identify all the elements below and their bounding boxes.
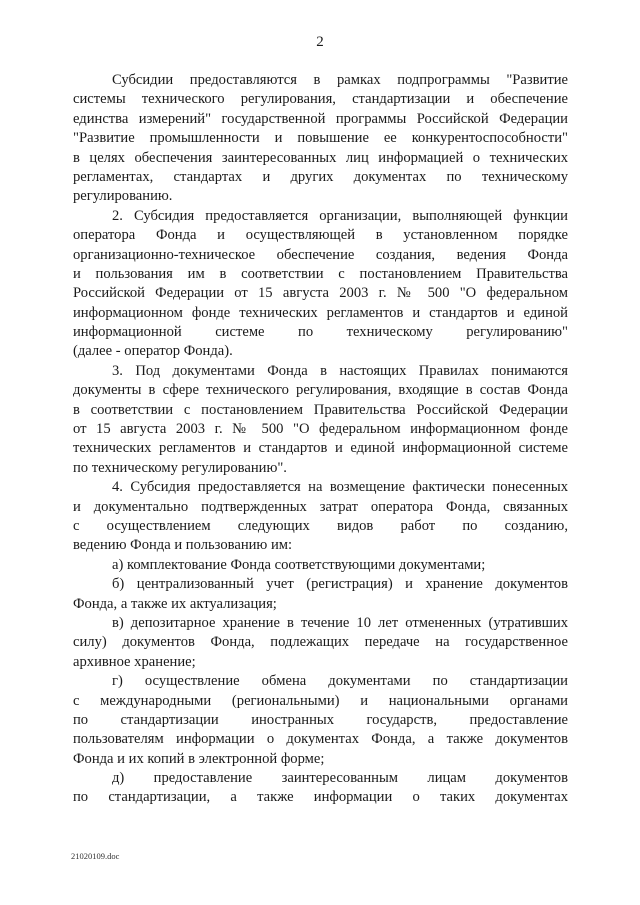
text-line: г) осуществление обмена документами по стандартизации [112,673,568,690]
file-name-footer: 21020109.doc [71,851,120,861]
text-line: единства измерений" государственной программы Российской Федерации [73,110,568,127]
text-line: в целях обеспечения заинтересованных лиц информацией о технических [73,149,568,166]
text-line: 3. Под документами Фонда в настоящих Правилах понимаются [112,362,568,379]
text-line: в) депозитарное хранение в течение 10 лет отмененных (утративших [112,614,568,631]
text-line: ведению Фонда и пользованию им: [73,537,293,554]
text-line: от 15 августа 2003 г. № 500 "О федеральном информационном фонде [73,421,568,438]
text-line: пользователям информации о документах Фонда, а также документов [73,731,568,748]
text-line: по стандартизации иностранных государств, предоставление [73,711,568,728]
text-line: по техническому регулированию". [73,459,287,476]
text-line: Фонда, а также их актуализация; [73,595,277,612]
text-line: Российской Федерации от 15 августа 2003 г. № 500 "О федеральном [73,285,568,302]
text-line: системы технического регулирования, стандартизации и обеспечение [73,91,568,108]
text-line: информационном фонде технических регламентов и стандартов и единой [73,304,568,321]
text-line: и пользования им в соответствии с постановлением Правительства [73,265,568,282]
text-line: регламентах, стандартах и других документах по техническому [73,168,568,185]
text-line: регулированию. [73,188,173,205]
text-line: с осуществлением следующих видов работ по созданию, [73,517,568,534]
text-line: с международными (региональными) и национальными органами [73,692,568,709]
text-line: документы в сфере технического регулирования, входящие в состав Фонда [73,382,568,399]
document-body [73,71,568,808]
text-line: организационно-техническое обеспечение создания, ведения Фонда [73,246,568,263]
text-line: 4. Субсидия предоставляется на возмещение фактически понесенных [112,479,568,496]
text-line: "Развитие промышленности и повышение ее конкурентоспособности" [73,130,568,147]
text-line: (далее - оператор Фонда). [73,343,233,360]
text-line: технических регламентов и стандартов и единой информационной системе [73,440,568,457]
page-number: 2 [316,34,324,50]
text-line: 2. Субсидия предоставляется организации, выполняющей функции [112,207,568,224]
text-line: Фонда и их копий в электронной форме; [73,750,325,767]
text-line: б) централизованный учет (регистрация) и хранение документов [112,576,568,593]
text-line: и документально подтвержденных затрат оператора Фонда, связанных [73,498,568,515]
text-line: информационной системе по техническому регулированию" [73,324,568,341]
text-line: силу) документов Фонда, подлежащих передаче на государственное [73,634,568,651]
text-line: д) предоставление заинтересованным лицам документов [112,770,568,787]
text-line: в соответствии с постановлением Правительства Российской Федерации [73,401,568,418]
text-line: а) комплектование Фонда соответствующими документами; [112,556,486,573]
text-line: оператора Фонда и осуществляющей в установленном порядке [73,227,568,244]
text-line: по стандартизации, а также информации о таких документах [73,789,568,806]
text-line: Субсидии предоставляются в рамках подпрограммы "Развитие [112,72,568,88]
text-line: архивное хранение; [73,653,196,670]
